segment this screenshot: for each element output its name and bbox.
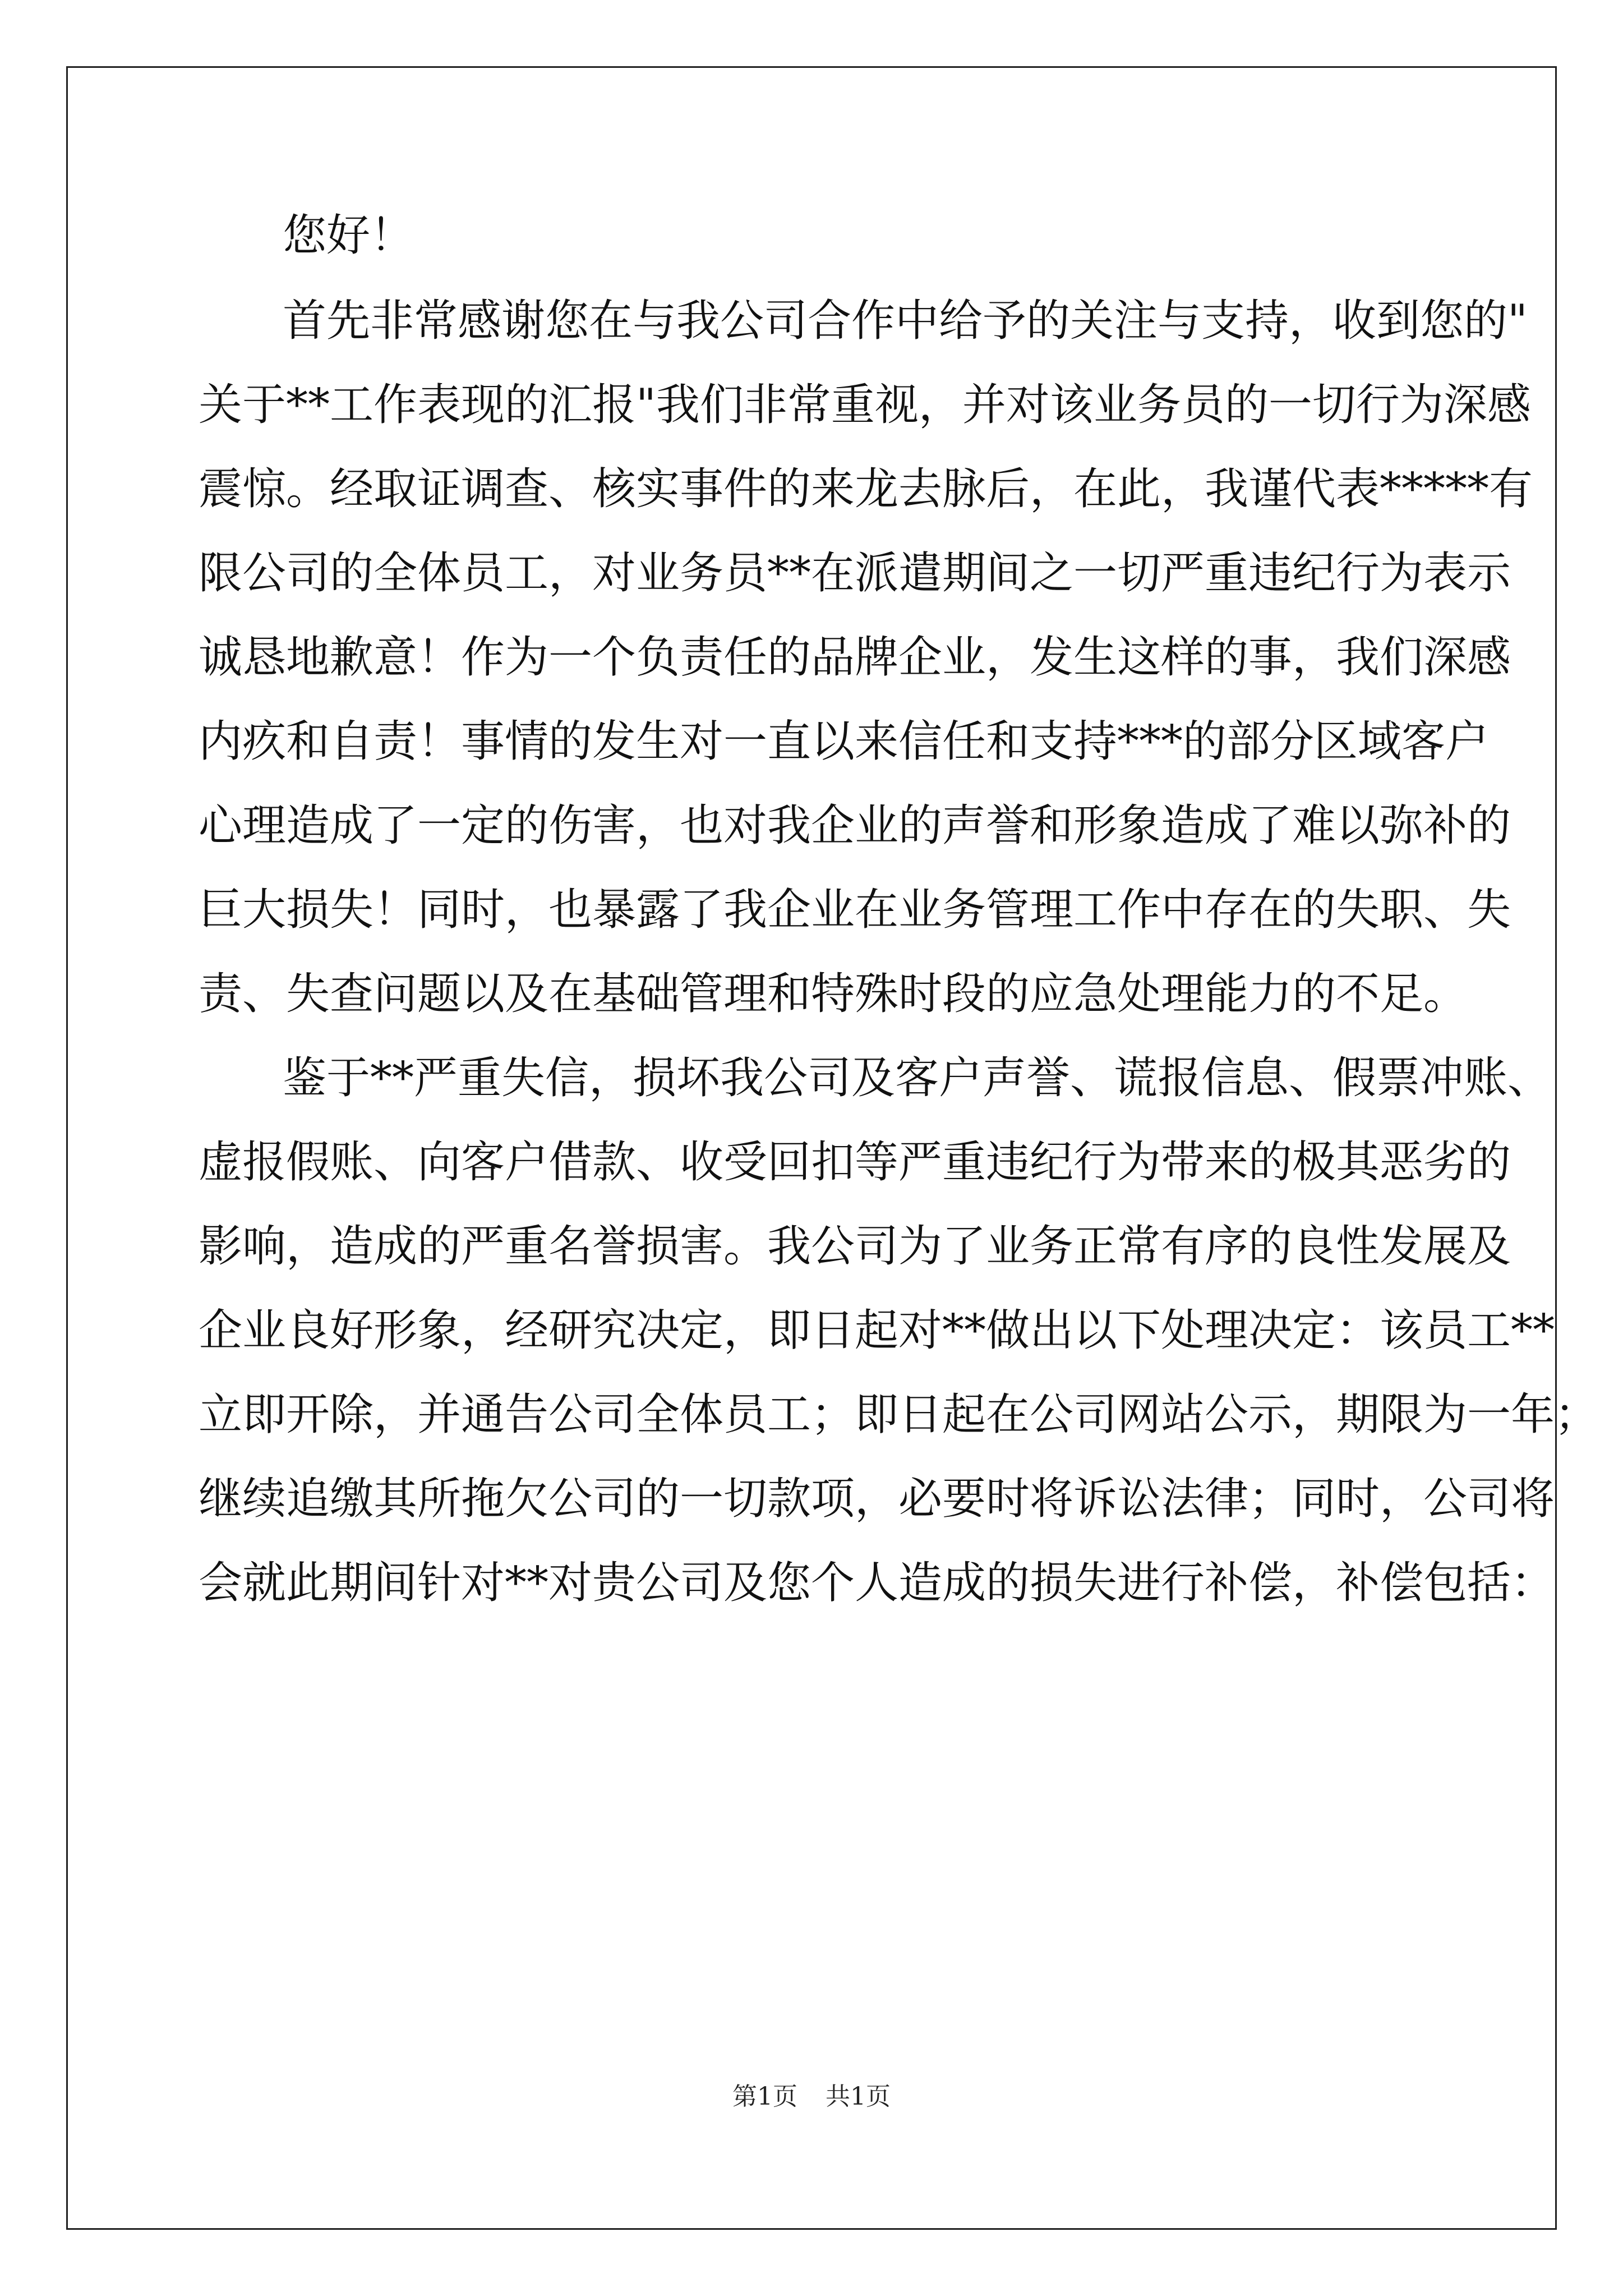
paragraph-1-line-7: 心理造成了一定的伤害，也对我企业的声誉和形象造成了难以弥补的 (199, 800, 1511, 851)
paragraph-2-line-2: 虚报假账、向客户借款、收受回扣等严重违纪行为带来的极其恶劣的 (199, 1137, 1511, 1188)
paragraph-1-line-5: 诚恳地歉意！作为一个负责任的品牌企业，发生这样的事，我们深感 (199, 632, 1511, 683)
page-footer (0, 2080, 1623, 2114)
paragraph-1-line-3: 震惊。经取证调查、核实事件的来龙去脉后，在此，我谨代表*****有 (199, 464, 1533, 514)
greeting: 您好！ (283, 210, 414, 261)
paragraph-2-line-7: 会就此期间针对**对贵公司及您个人造成的损失进行补偿，补偿包括： (199, 1558, 1555, 1608)
paragraph-2-line-4: 企业良好形象，经研究决定，即日起对**做出以下处理决定：该员工** (199, 1305, 1555, 1356)
paragraph-1-line-2: 关于**工作表现的汇报"我们非常重视，并对该业务员的一切行为深感 (199, 380, 1531, 430)
paragraph-2-line-3: 影响，造成的严重名誉损害。我公司为了业务正常有序的良性发展及 (199, 1221, 1511, 1272)
paragraph-2-line-1: 鉴于**严重失信，损坏我公司及客户声誉、谎报信息、假票冲账、 (283, 1053, 1552, 1103)
paragraph-1-line-4: 限公司的全体员工，对业务员**在派遣期间之一切严重违纪行为表示 (199, 548, 1511, 599)
paragraph-1-line-9: 责、失查问题以及在基础管理和特殊时段的应急处理能力的不足。 (199, 969, 1468, 1019)
paragraph-2-line-6: 继续追缴其所拖欠公司的一切款项，必要时将诉讼法律；同时，公司将 (199, 1474, 1555, 1524)
page-total: 共1页 (826, 2082, 891, 2111)
paragraph-1-line-1: 首先非常感谢您在与我公司合作中给予的关注与支持，收到您的" (283, 296, 1528, 346)
paragraph-1-line-8: 巨大损失！同时，也暴露了我企业在业务管理工作中存在的失职、失 (199, 885, 1511, 935)
page-number: 第1页 (732, 2082, 797, 2111)
paragraph-2-line-5: 立即开除，并通告公司全体员工；即日起在公司网站公示，期限为一年； (199, 1389, 1599, 1440)
paragraph-1-line-6: 内疚和自责！事情的发生对一直以来信任和支持***的部分区域客户 (199, 716, 1490, 767)
